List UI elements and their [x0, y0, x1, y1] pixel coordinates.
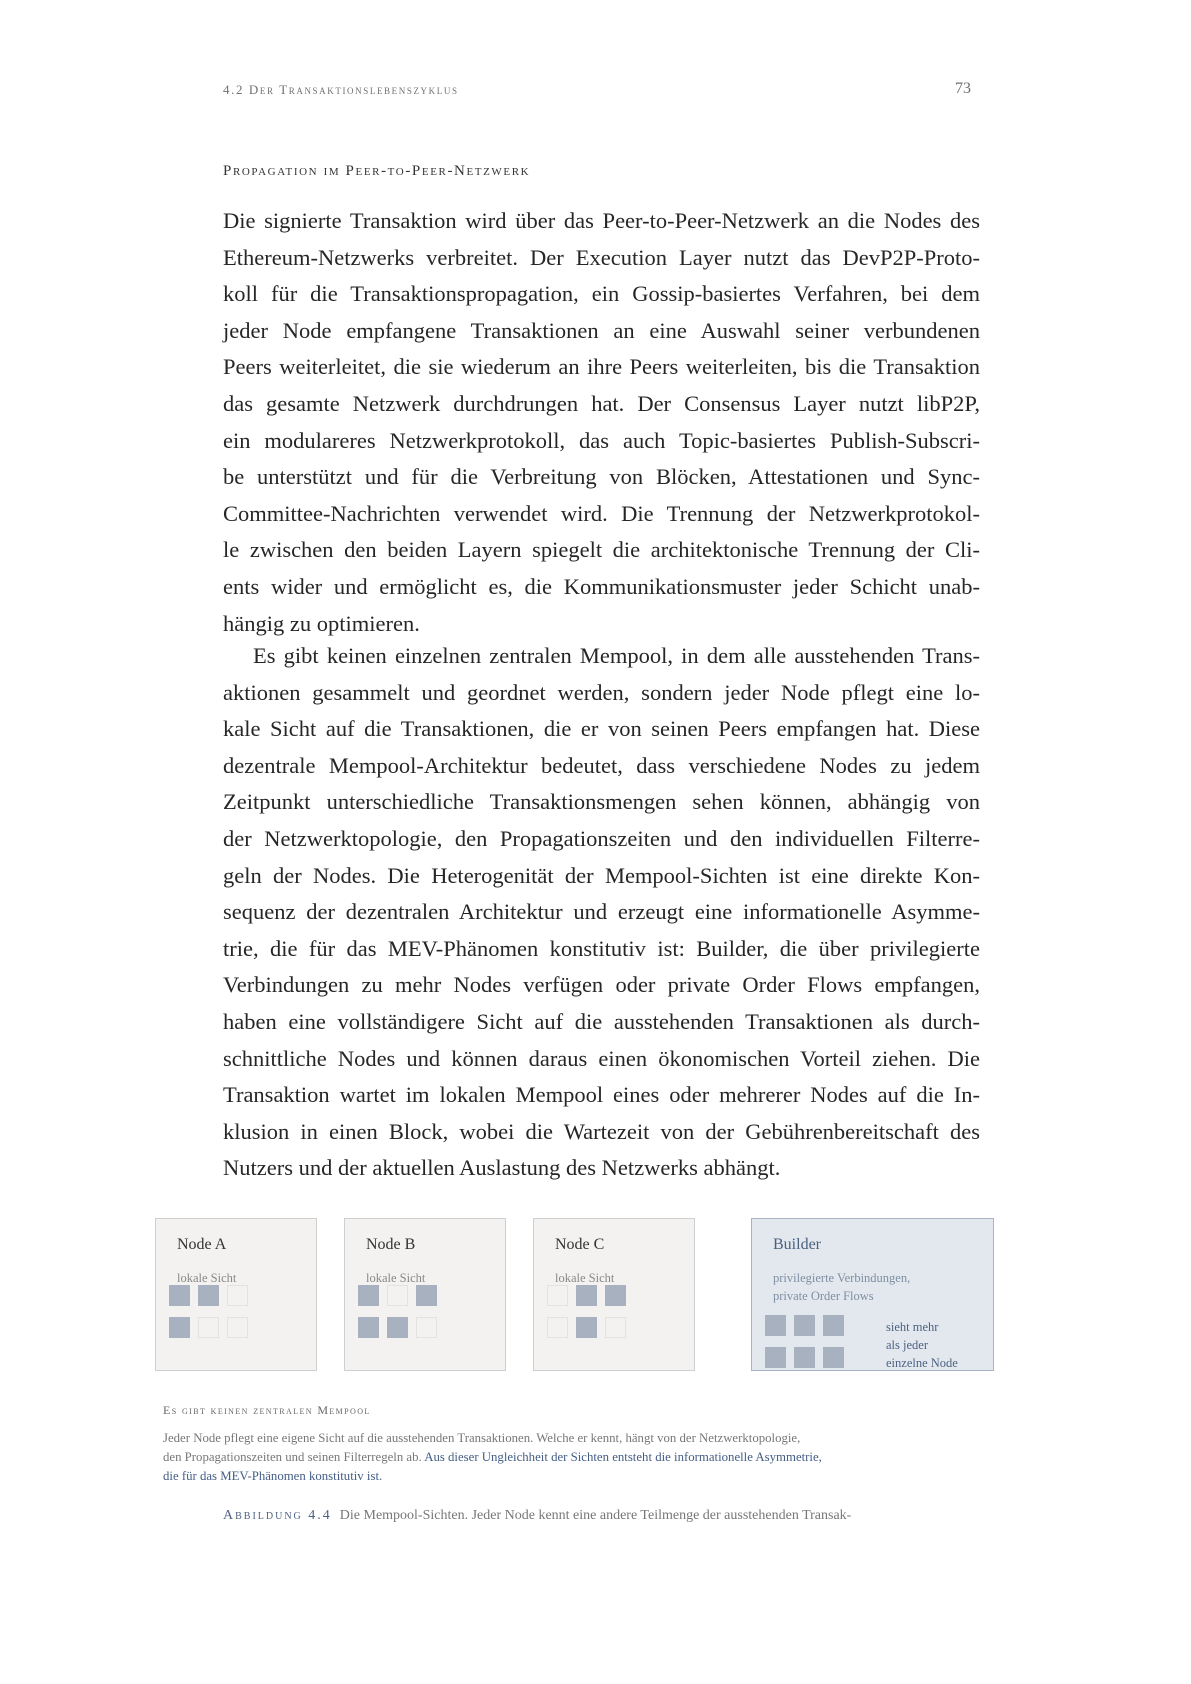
text-line: klusion in einen Block, wobei die Wartezeit von der Gebührenbereitschaft des [223, 1118, 980, 1144]
figure-inline-line-2 [163, 1448, 963, 1467]
paragraph-2 [223, 638, 980, 1187]
node-c-box [533, 1218, 695, 1371]
text-line: aktionen gesammelt und geordnet werden, sondern jeder Node pflegt eine lo- [223, 679, 980, 705]
transaction-cell-known [794, 1347, 815, 1368]
transaction-cell-known [823, 1315, 844, 1336]
transaction-cell-known [358, 1285, 379, 1306]
transaction-cell-known [169, 1285, 190, 1306]
text-line: Verbindungen zu mehr Nodes verfügen oder private Order Flows empfangen, [223, 972, 980, 998]
text-line: ein modulareres Netzwerkprotokoll, das auch Topic-basiertes Publish-Subscri- [223, 427, 980, 453]
running-head: 4.2 Der Transaktionslebenszyklus [223, 82, 459, 97]
transaction-cell-unknown [547, 1285, 568, 1306]
text-line: dezentrale Mempool-Architektur bedeutet, dass verschiedene Nodes zu jedem [223, 752, 980, 778]
transaction-cell-known [387, 1317, 408, 1338]
text-line: sequenz der dezentralen Architektur und erzeugt eine informationelle Asymme- [223, 899, 980, 925]
figure-caption-text: Die Mempool-Sichten. Jeder Node kennt eine andere Teilmenge der ausstehenden Transak- [339, 1508, 852, 1523]
text-line: kale Sicht auf die Transaktionen, die er von seinen Peers empfangen hat. Diese [223, 716, 980, 742]
text-line: hängig zu optimieren. [223, 610, 420, 636]
transaction-cell-unknown [387, 1285, 408, 1306]
node-a-subtitle: lokale Sicht [177, 1271, 237, 1285]
figure-inline-heading: Es gibt keinen zentralen Mempool [163, 1403, 371, 1417]
text-line: be unterstützt und für die Verbreitung von Blöcken, Attestationen und Sync- [223, 464, 980, 490]
text-line: Peers weiterleitet, die sie wiederum an ihre Peers weiterleiten, bis die Transaktion [223, 354, 980, 380]
transaction-cell-unknown [227, 1285, 248, 1306]
transaction-cell-known [416, 1285, 437, 1306]
transaction-cell-known [576, 1317, 597, 1338]
builder-note-line-2: als jeder [886, 1338, 928, 1352]
text-line: koll für die Transaktionspropagation, ein Gossip-basiertes Verfahren, bei dem [223, 281, 980, 307]
transaction-cell-unknown [227, 1317, 248, 1338]
text-line: geln der Nodes. Die Heterogenität der Mempool-Sichten ist eine direkte Kon- [223, 862, 980, 888]
text-line: jeder Node empfangene Transaktionen an eine Auswahl seiner verbundenen [223, 317, 980, 343]
transaction-cell-unknown [547, 1317, 568, 1338]
text-line: Es gibt keinen einzelnen zentralen Mempool, in dem alle ausstehenden Trans- [253, 643, 980, 668]
transaction-cell-known [765, 1315, 786, 1336]
node-c-subtitle: lokale Sicht [555, 1271, 615, 1285]
builder-subtitle-line-2: private Order Flows [773, 1289, 874, 1303]
builder-subtitle-line-1: privilegierte Verbindungen, [773, 1271, 911, 1285]
text-line: schnittliche Nodes und können daraus einen ökonomischen Vorteil ziehen. Die [223, 1045, 980, 1071]
transaction-cell-unknown [416, 1317, 437, 1338]
transaction-cell-known [823, 1347, 844, 1368]
builder-subtitle [773, 1269, 910, 1305]
text-line: ents wider und ermöglicht es, die Kommunikationsmuster jeder Schicht unab- [223, 573, 980, 599]
text-line: Die signierte Transaktion wird über das Peer-to-Peer-Netzwerk an die Nodes des [223, 208, 980, 233]
node-b-title: Node B [366, 1236, 416, 1253]
text-line: Transaktion wartet im lokalen Mempool eines oder mehrerer Nodes auf die In- [223, 1082, 980, 1108]
text-line: das gesamte Netzwerk durchdrungen hat. Der Consensus Layer nutzt libP2P, [223, 390, 980, 416]
transaction-cell-unknown [605, 1317, 626, 1338]
figure-label: Abbildung 4.4 [223, 1508, 332, 1523]
transaction-cell-known [198, 1285, 219, 1306]
transaction-cell-known [605, 1285, 626, 1306]
text-line: Nutzers und der aktuellen Auslastung des Netzwerks abhängt. [223, 1155, 781, 1181]
text-line: der Netzwerktopologie, den Propagationszeiten und den individuellen Filterre- [223, 825, 980, 851]
figure-inline-line-2-highlight: Aus dieser Ungleichheit der Sichten entsteht die informationelle Asymmetrie, [424, 1450, 822, 1464]
text-line: trie, die für das MEV-Phänomen konstitutiv ist: Builder, die über privilegierte [223, 935, 980, 961]
text-line: Zeitpunkt unterschiedliche Transaktionsmengen sehen können, abhängig von [223, 789, 980, 815]
figure-inline-line-2-plain: den Propagationszeiten und seinen Filterregeln ab. [163, 1450, 425, 1464]
node-b-box [344, 1218, 506, 1371]
transaction-cell-known [169, 1317, 190, 1338]
text-line: Committee-Nachrichten verwendet wird. Die Trennung der Netzwerkprotokol- [223, 500, 980, 526]
figure-inline-text [163, 1429, 963, 1486]
builder-note-line-1: sieht mehr [886, 1320, 939, 1334]
paragraph-1 [223, 203, 980, 642]
builder-title: Builder [773, 1236, 821, 1253]
figure-caption [223, 1508, 851, 1524]
page-number: 73 [955, 80, 971, 97]
node-a-title: Node A [177, 1236, 227, 1253]
node-a-box [155, 1218, 317, 1371]
builder-note-line-3: einzelne Node [886, 1356, 958, 1370]
builder-note [886, 1318, 958, 1371]
transaction-cell-known [794, 1315, 815, 1336]
builder-box [751, 1218, 994, 1371]
text-line: haben eine vollständigere Sicht auf die ausstehenden Transaktionen als durch- [223, 1008, 980, 1034]
transaction-cell-known [576, 1285, 597, 1306]
text-line: Ethereum-Netzwerks verbreitet. Der Execution Layer nutzt das DevP2P-Proto- [223, 244, 980, 270]
transaction-cell-known [358, 1317, 379, 1338]
figure-inline-line-1: Jeder Node pflegt eine eigene Sicht auf die ausstehenden Transaktionen. Welche er kennt, hängt von der Netzwerktopologie, [163, 1431, 801, 1445]
transaction-cell-unknown [198, 1317, 219, 1338]
section-title: Propagation im Peer-to-Peer-Netzwerk [223, 163, 531, 179]
text-line: le zwischen den beiden Layern spiegelt die architektonische Trennung der Cli- [223, 537, 980, 563]
figure-inline-line-3: die für das MEV-Phänomen konstitutiv ist. [163, 1469, 383, 1483]
node-b-subtitle: lokale Sicht [366, 1271, 426, 1285]
transaction-cell-known [765, 1347, 786, 1368]
node-c-title: Node C [555, 1236, 605, 1253]
